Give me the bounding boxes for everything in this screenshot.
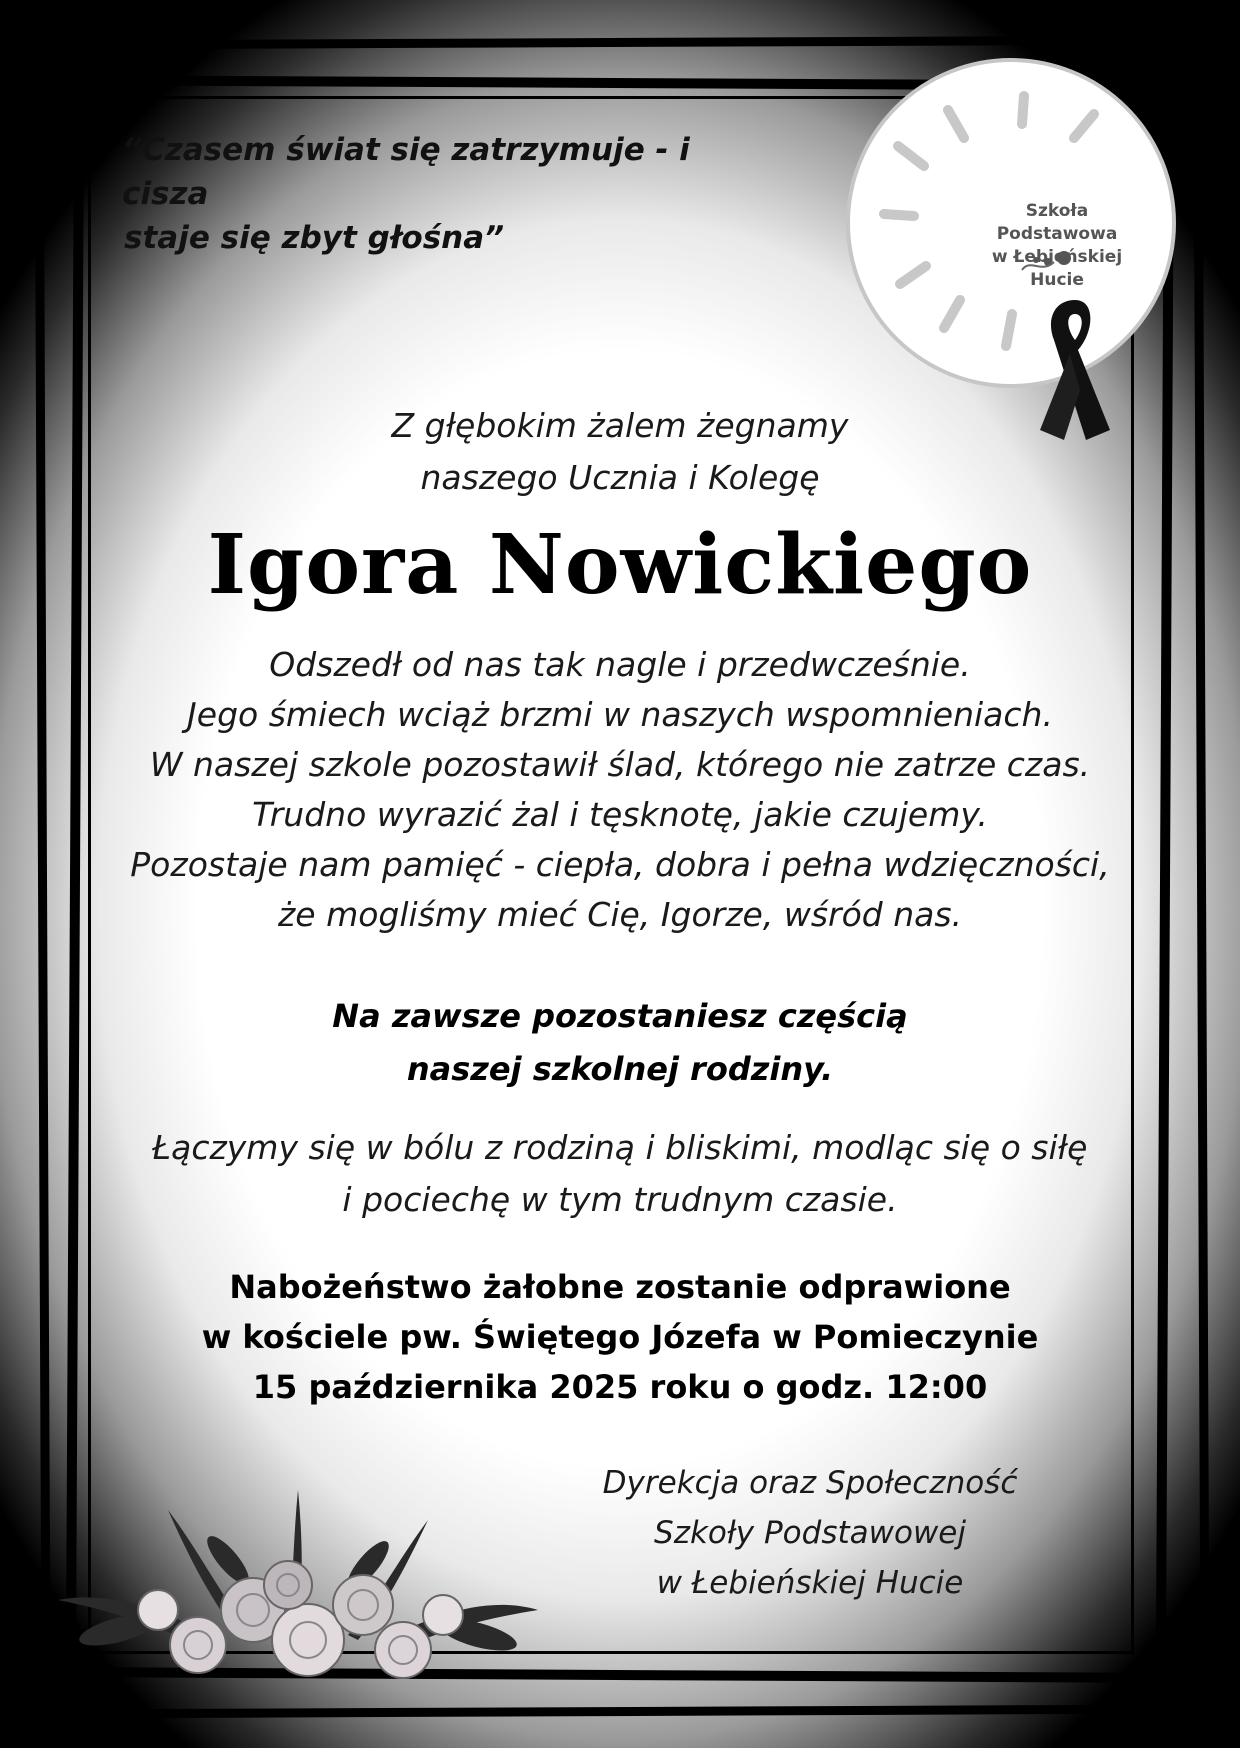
forever-text	[0, 990, 1240, 1096]
signature-line: Dyrekcja oraz Społeczność	[602, 1465, 1018, 1501]
signature-line: w Łebieńskiej Hucie	[656, 1565, 964, 1601]
service-line: 15 października 2025 roku o godz. 12:00	[252, 1368, 988, 1406]
memorial-line: że mogliśmy mieć Cię, Igorze, wśród nas.	[277, 895, 963, 934]
quote-line: staje się zbyt głośna”	[124, 220, 505, 256]
memorial-line: W naszej szkole pozostawił ślad, którego nie zatrze czas.	[149, 745, 1091, 784]
logo-line: w Łebieńskiej Hucie	[991, 247, 1123, 290]
service-line: Nabożeństwo żałobne zostanie odprawione	[229, 1268, 1011, 1306]
logo-line: Szkoła Podstawowa	[996, 201, 1118, 244]
flower-bouquet-icon	[48, 1490, 548, 1690]
intro-text	[0, 400, 1240, 504]
forever-line: Na zawsze pozostaniesz częścią	[332, 997, 908, 1035]
memorial-text	[0, 640, 1240, 940]
condolence-line: Łączymy się w bólu z rodziną i bliskimi, modląc się o siłę	[152, 1128, 1088, 1167]
forever-line: naszej szkolnej rodziny.	[406, 1050, 834, 1088]
quote	[122, 128, 742, 260]
condolence-line: i pociechę w tym trudnym czasie.	[342, 1180, 898, 1219]
condolence-text	[0, 1122, 1240, 1226]
signature	[560, 1458, 1060, 1608]
signature-line: Szkoły Podstawowej	[654, 1515, 966, 1551]
intro-line: naszego Ucznia i Kolegę	[420, 458, 820, 497]
deceased-name: Igora Nowickiego	[207, 517, 1033, 613]
memorial-line: Pozostaje nam pamięć - ciepła, dobra i pełna wdzięczności,	[130, 845, 1110, 884]
school-logo	[836, 48, 1192, 404]
memorial-line: Odszedł od nas tak nagle i przedwcześnie.	[269, 645, 971, 684]
memorial-line: Trudno wyrazić żal i tęsknotę, jakie czujemy.	[252, 795, 988, 834]
memorial-line: Jego śmiech wciąż brzmi w naszych wspomnieniach.	[187, 695, 1053, 734]
service-line: w kościele pw. Świętego Józefa w Pomieczynie	[201, 1318, 1039, 1356]
quote-line: “Czasem świat się zatrzymuje - i cisza	[122, 132, 690, 212]
funeral-service-info	[0, 1262, 1240, 1412]
intro-line: Z głębokim żalem żegnamy	[391, 406, 849, 445]
